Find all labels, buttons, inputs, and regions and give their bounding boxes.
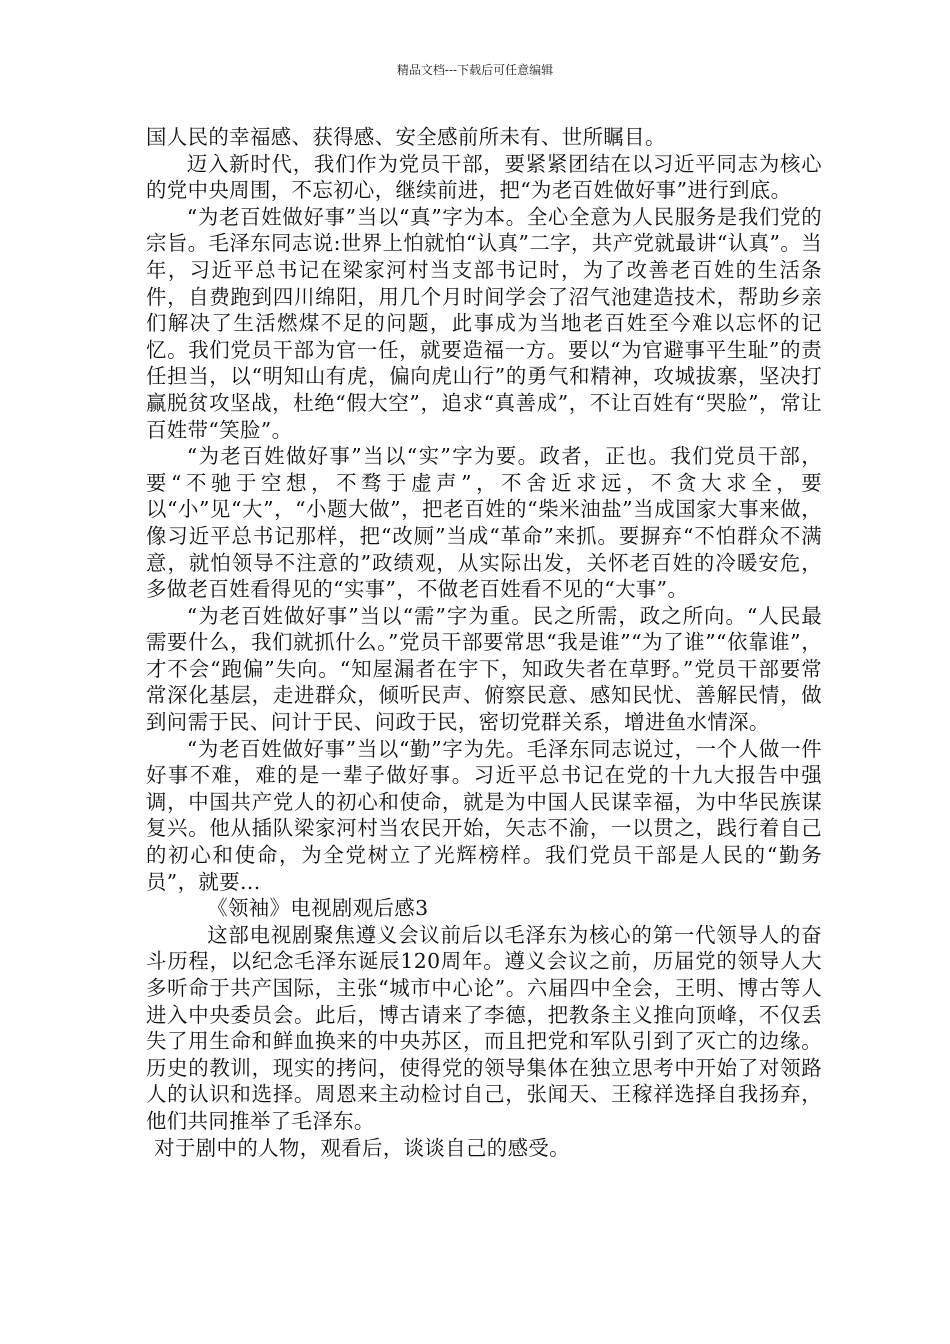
document-body [146, 124, 822, 1161]
section-heading: 《领袖》电视剧观后感3 [207, 896, 429, 921]
paragraph-new-era: 迈入新时代，我们作为党员干部，要紧紧团结在以习近平同志为核心的党中央周围，不忘初心，继续前进，把“为老百姓做好事”进行到底。 [146, 151, 822, 203]
paragraph-zhen: “为老百姓做好事”当以“真”字为本。全心全意为人民服务是我们党的宗旨。毛泽东同志说:世界上怕就怕“认真”二字，共产党就最讲“认真”。当年，习近平总书记在梁家河村当支部书记时，为了改善老百姓的生活条件，自费跑到四川绵阳，用几个月时间学会了沼气池建造技术，帮助乡亲们解决了生活燃煤不足的问题，此事成为当地老百姓至今难以忘怀的记忆。我们党员干部为官一任，就要造福一方。要以“为官避事平生耻”的责任担当，以“明知山有虎，偏向虎山行”的勇气和精神，攻城拔寨，坚决打赢脱贫攻坚战，杜绝“假大空”，追求“真善成”，不让百姓有“哭脸”，常让百姓带“笑脸”。 [146, 204, 822, 442]
page-header: 精品文档---下载后可任意编辑 [396, 63, 554, 77]
paragraph-drama-summary: 这部电视剧聚焦遵义会议前后以毛泽东为核心的第一代领导人的奋斗历程，以纪念毛泽东诞辰120周年。遵义会议之前，历届党的领导人大多听命于共产国际，主张“城市中心论”。六届四中全会，王明、博古等人进入中央委员会。此后，博古请来了李德，把教条主义推向顶峰，不仅丢失了用生命和鲜血换来的中央苏区，而且把党和军队引到了灭亡的边缘。历史的教训，现实的拷问，使得党的领导集体在独立思考中开始了对领路人的认识和选择。周恩来主动检讨自己，张闻天、王稼祥选择自我扬弃，他们共同推举了毛泽东。 [146, 922, 822, 1133]
paragraph-continuation: 国人民的幸福感、获得感、安全感前所未有、世所瞩目。 [146, 125, 666, 149]
paragraph-xu: “为老百姓做好事”当以“需”字为重。民之所需，政之所向。“人民最需要什么，我们就抓什么。”党员干部要常思“我是谁”“为了谁”“依靠谁”，才不会“跑偏”失向。“知屋漏者在宇下，知政失者在草野。”党员干部要常常深化基层，走进群众，倾听民声、俯察民意、感知民忧、善解民情，做到问需于民、问计于民、问政于民，密切党群关系，增进鱼水情深。 [146, 603, 822, 735]
paragraph-prompt: 对于剧中的人物，观看后，谈谈自己的感受。 [154, 1135, 570, 1160]
paragraph-qin: “为老百姓做好事”当以“勤”字为先。毛泽东同志说过，一个人做一件好事不难，难的是一辈子做好事。习近平总书记在党的十九大报告中强调，中国共产党人的初心和使命，就是为中国人民谋幸福，为中华民族谋复兴。他从插队梁家河村当农民开始，矢志不渝，一以贯之，践行着自己的初心和使命，为全党树立了光辉榜样。我们党员干部是人民的“勤务员”，就要... [146, 736, 822, 894]
paragraph-shi: “为老百姓做好事”当以“实”字为要。政者，正也。我们党员干部，要“不驰于空想，不骛于虚声”，不舍近求远，不贪大求全，要以“小”见“大”，“小题大做”，把老百姓的“柴米油盐”当成国家大事来做，像习近平总书记那样，把“改厕”当成“革命”来抓。要摒弃“不怕群众不满意，就怕领导不注意的”政绩观，从实际出发，关怀老百姓的冷暖安危，多做老百姓看得见的“实事”，不做老百姓看不见的“大事”。 [146, 444, 822, 602]
